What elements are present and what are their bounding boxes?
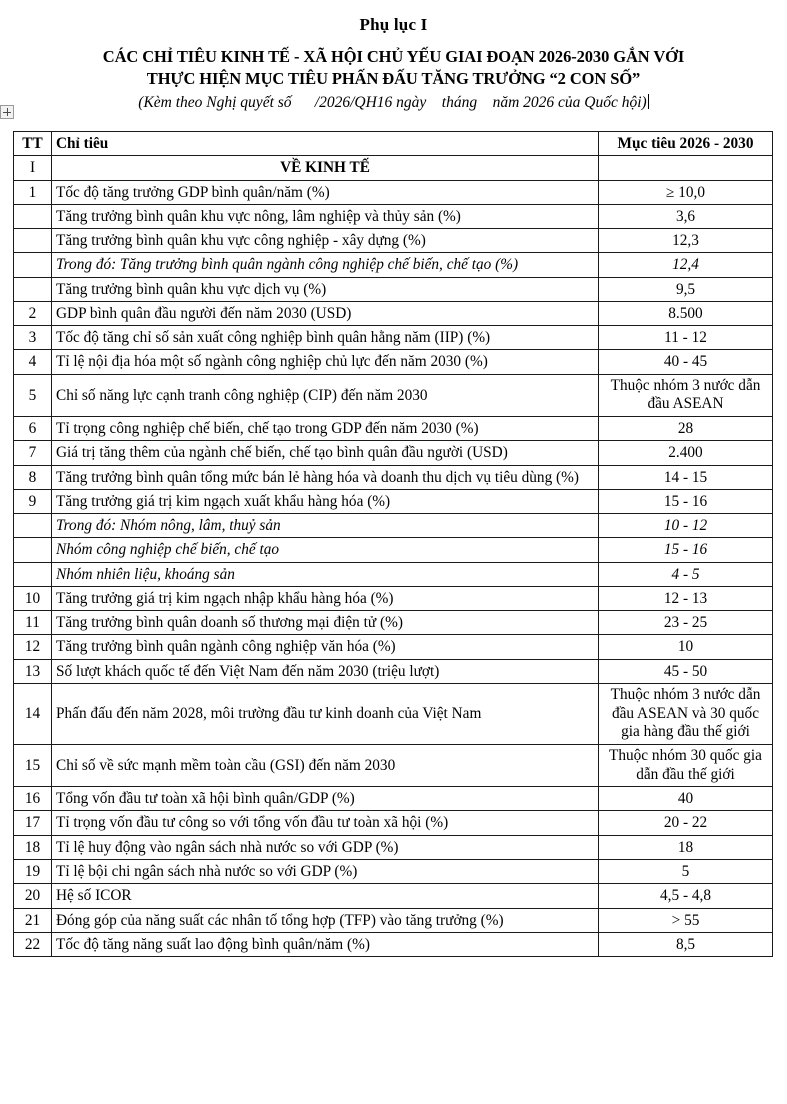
cell-order-number xyxy=(14,204,52,228)
indicators-table-container xyxy=(13,131,772,957)
cell-indicator-name: Tăng trưởng bình quân tổng mức bán lẻ hàng hóa và doanh thu dịch vụ tiêu dùng (%) xyxy=(52,465,599,489)
table-row xyxy=(14,744,773,786)
cell-order-number: 3 xyxy=(14,326,52,350)
cell-indicator-name: Tỉ trọng công nghiệp chế biến, chế tạo trong GDP đến năm 2030 (%) xyxy=(52,416,599,440)
cell-indicator-name: Tốc độ tăng trưởng GDP bình quân/năm (%) xyxy=(52,180,599,204)
cell-target-value: 8.500 xyxy=(599,301,773,325)
cell-order-number: 5 xyxy=(14,374,52,416)
table-row xyxy=(14,932,773,956)
cell-target-value: 4 - 5 xyxy=(599,562,773,586)
table-header xyxy=(14,132,773,156)
table-row xyxy=(14,811,773,835)
cell-target-value: 12,4 xyxy=(599,253,773,277)
table-row xyxy=(14,908,773,932)
cell-target-value: 15 - 16 xyxy=(599,538,773,562)
cell-order-number: 1 xyxy=(14,180,52,204)
table-row xyxy=(14,253,773,277)
table-header-row xyxy=(14,132,773,156)
page-title-line-1: CÁC CHỈ TIÊU KINH TẾ - XÃ HỘI CHỦ YẾU GIAI ĐOẠN 2026-2030 GẮN VỚI xyxy=(102,46,685,66)
cell-indicator-name: VỀ KINH TẾ xyxy=(52,156,599,180)
cell-indicator-name: Tỉ lệ huy động vào ngân sách nhà nước so với GDP (%) xyxy=(52,835,599,859)
cell-target-value: 40 xyxy=(599,787,773,811)
table-row xyxy=(14,180,773,204)
cell-order-number: 12 xyxy=(14,635,52,659)
cell-order-number: 11 xyxy=(14,611,52,635)
table-row xyxy=(14,416,773,440)
cell-order-number: 7 xyxy=(14,441,52,465)
cell-order-number: 20 xyxy=(14,884,52,908)
cell-target-value: Thuộc nhóm 3 nước dẫn đầu ASEAN xyxy=(599,374,773,416)
cell-indicator-name: Tổng vốn đầu tư toàn xã hội bình quân/GDP (%) xyxy=(52,787,599,811)
cell-order-number: 2 xyxy=(14,301,52,325)
cell-indicator-name: Chỉ số về sức mạnh mềm toàn cầu (GSI) đến năm 2030 xyxy=(52,744,599,786)
cell-order-number: 9 xyxy=(14,489,52,513)
cell-order-number: I xyxy=(14,156,52,180)
table-row xyxy=(14,859,773,883)
cell-target-value: 15 - 16 xyxy=(599,489,773,513)
text-cursor xyxy=(648,94,649,109)
table-row xyxy=(14,683,773,744)
cell-indicator-name: Hệ số ICOR xyxy=(52,884,599,908)
cell-target-value: 40 - 45 xyxy=(599,350,773,374)
cell-target-value: 45 - 50 xyxy=(599,659,773,683)
table-row xyxy=(14,204,773,228)
cell-target-value: 12 - 13 xyxy=(599,586,773,610)
cell-indicator-name: Đóng góp của năng suất các nhân tố tổng hợp (TFP) vào tăng trưởng (%) xyxy=(52,908,599,932)
cell-order-number: 13 xyxy=(14,659,52,683)
table-row xyxy=(14,326,773,350)
table-row xyxy=(14,489,773,513)
cell-indicator-name: Tăng trưởng bình quân doanh số thương mại điện tử (%) xyxy=(52,611,599,635)
table-row xyxy=(14,787,773,811)
page-title xyxy=(0,46,787,90)
table-row xyxy=(14,301,773,325)
cell-order-number: 18 xyxy=(14,835,52,859)
cell-target-value: 4,5 - 4,8 xyxy=(599,884,773,908)
table-row xyxy=(14,441,773,465)
cell-indicator-name: Chỉ số năng lực cạnh tranh công nghiệp (CIP) đến năm 2030 xyxy=(52,374,599,416)
cell-indicator-name: Tỉ lệ bội chi ngân sách nhà nước so với GDP (%) xyxy=(52,859,599,883)
cell-order-number: 8 xyxy=(14,465,52,489)
cell-target-value: 11 - 12 xyxy=(599,326,773,350)
cell-indicator-name: Trong đó: Tăng trưởng bình quân ngành công nghiệp chế biến, chế tạo (%) xyxy=(52,253,599,277)
table-row xyxy=(14,884,773,908)
cell-indicator-name: Tăng trưởng bình quân ngành công nghiệp văn hóa (%) xyxy=(52,635,599,659)
cell-indicator-name: Trong đó: Nhóm nông, lâm, thuỷ sản xyxy=(52,514,599,538)
cell-indicator-name: Giá trị tăng thêm của ngành chế biến, chế tạo bình quân đầu người (USD) xyxy=(52,441,599,465)
cell-target-value: 5 xyxy=(599,859,773,883)
cell-order-number: 15 xyxy=(14,744,52,786)
table-row xyxy=(14,659,773,683)
cell-order-number: 16 xyxy=(14,787,52,811)
cell-target-value: 23 - 25 xyxy=(599,611,773,635)
cell-indicator-name: Nhóm nhiên liệu, khoáng sản xyxy=(52,562,599,586)
cell-indicator-name: Tỉ lệ nội địa hóa một số ngành công nghiệp chủ lực đến năm 2030 (%) xyxy=(52,350,599,374)
cell-target-value: 2.400 xyxy=(599,441,773,465)
cell-order-number: 17 xyxy=(14,811,52,835)
table-row xyxy=(14,514,773,538)
cell-target-value: 18 xyxy=(599,835,773,859)
cell-target-value: Thuộc nhóm 3 nước dẫn đầu ASEAN và 30 quốc gia hàng đầu thế giới xyxy=(599,683,773,744)
cell-target-value: 10 - 12 xyxy=(599,514,773,538)
cell-indicator-name: Tăng trưởng giá trị kim ngạch nhập khẩu hàng hóa (%) xyxy=(52,586,599,610)
cell-target-value: 8,5 xyxy=(599,932,773,956)
cell-order-number xyxy=(14,253,52,277)
column-header-indicator: Chỉ tiêu xyxy=(52,132,599,156)
cell-order-number: 14 xyxy=(14,683,52,744)
cell-order-number: 6 xyxy=(14,416,52,440)
document-subtitle xyxy=(0,93,787,113)
cell-order-number xyxy=(14,562,52,586)
table-section-row xyxy=(14,156,773,180)
table-row xyxy=(14,465,773,489)
cell-order-number: 10 xyxy=(14,586,52,610)
table-row xyxy=(14,562,773,586)
cell-indicator-name: Tăng trưởng bình quân khu vực công nghiệp - xây dựng (%) xyxy=(52,229,599,253)
cell-indicator-name: Tỉ trọng vốn đầu tư công so với tổng vốn đầu tư toàn xã hội (%) xyxy=(52,811,599,835)
cell-indicator-name: Tăng trưởng bình quân khu vực nông, lâm nghiệp và thủy sản (%) xyxy=(52,204,599,228)
appendix-label: Phụ lục I xyxy=(359,15,428,34)
cell-order-number xyxy=(14,538,52,562)
cell-target-value: 12,3 xyxy=(599,229,773,253)
column-header-tt: TT xyxy=(14,132,52,156)
cell-indicator-name: Số lượt khách quốc tế đến Việt Nam đến năm 2030 (triệu lượt) xyxy=(52,659,599,683)
cell-indicator-name: Tăng trưởng giá trị kim ngạch xuất khẩu hàng hóa (%) xyxy=(52,489,599,513)
table-row xyxy=(14,277,773,301)
indicators-table xyxy=(13,131,773,957)
table-row xyxy=(14,229,773,253)
cell-order-number xyxy=(14,514,52,538)
cell-indicator-name: Tốc độ tăng năng suất lao động bình quân/năm (%) xyxy=(52,932,599,956)
cell-indicator-name: Nhóm công nghiệp chế biến, chế tạo xyxy=(52,538,599,562)
cell-order-number xyxy=(14,277,52,301)
document-header xyxy=(0,0,787,114)
table-row xyxy=(14,586,773,610)
cell-target-value: 10 xyxy=(599,635,773,659)
cell-target-value: 3,6 xyxy=(599,204,773,228)
cell-target-value xyxy=(599,156,773,180)
column-header-target: Mục tiêu 2026 - 2030 xyxy=(599,132,773,156)
cell-target-value: 28 xyxy=(599,416,773,440)
cell-target-value: 14 - 15 xyxy=(599,465,773,489)
table-row xyxy=(14,350,773,374)
table-row xyxy=(14,611,773,635)
table-body xyxy=(14,156,773,957)
cell-target-value: Thuộc nhóm 30 quốc gia dẫn đầu thế giới xyxy=(599,744,773,786)
table-row xyxy=(14,635,773,659)
cell-indicator-name: Phấn đấu đến năm 2028, môi trường đầu tư kinh doanh của Việt Nam xyxy=(52,683,599,744)
cell-order-number: 21 xyxy=(14,908,52,932)
table-row xyxy=(14,538,773,562)
cell-order-number: 22 xyxy=(14,932,52,956)
cell-indicator-name: Tốc độ tăng chỉ số sản xuất công nghiệp bình quân hằng năm (IIP) (%) xyxy=(52,326,599,350)
cell-indicator-name: GDP bình quân đầu người đến năm 2030 (USD) xyxy=(52,301,599,325)
table-row xyxy=(14,835,773,859)
page-title-line-2: THỰC HIỆN MỤC TIÊU PHẤN ĐẤU TĂNG TRƯỞNG “2 CON SỐ” xyxy=(146,68,641,88)
table-move-handle-icon[interactable] xyxy=(0,105,14,119)
cell-target-value: 20 - 22 xyxy=(599,811,773,835)
cell-target-value: 9,5 xyxy=(599,277,773,301)
cell-order-number: 4 xyxy=(14,350,52,374)
cell-target-value: > 55 xyxy=(599,908,773,932)
cell-target-value: ≥ 10,0 xyxy=(599,180,773,204)
document-subtitle-text: (Kèm theo Nghị quyết số /2026/QH16 ngày tháng năm 2026 của Quốc hội) xyxy=(138,94,647,112)
cell-order-number: 19 xyxy=(14,859,52,883)
table-row xyxy=(14,374,773,416)
cell-order-number xyxy=(14,229,52,253)
cell-indicator-name: Tăng trưởng bình quân khu vực dịch vụ (%) xyxy=(52,277,599,301)
